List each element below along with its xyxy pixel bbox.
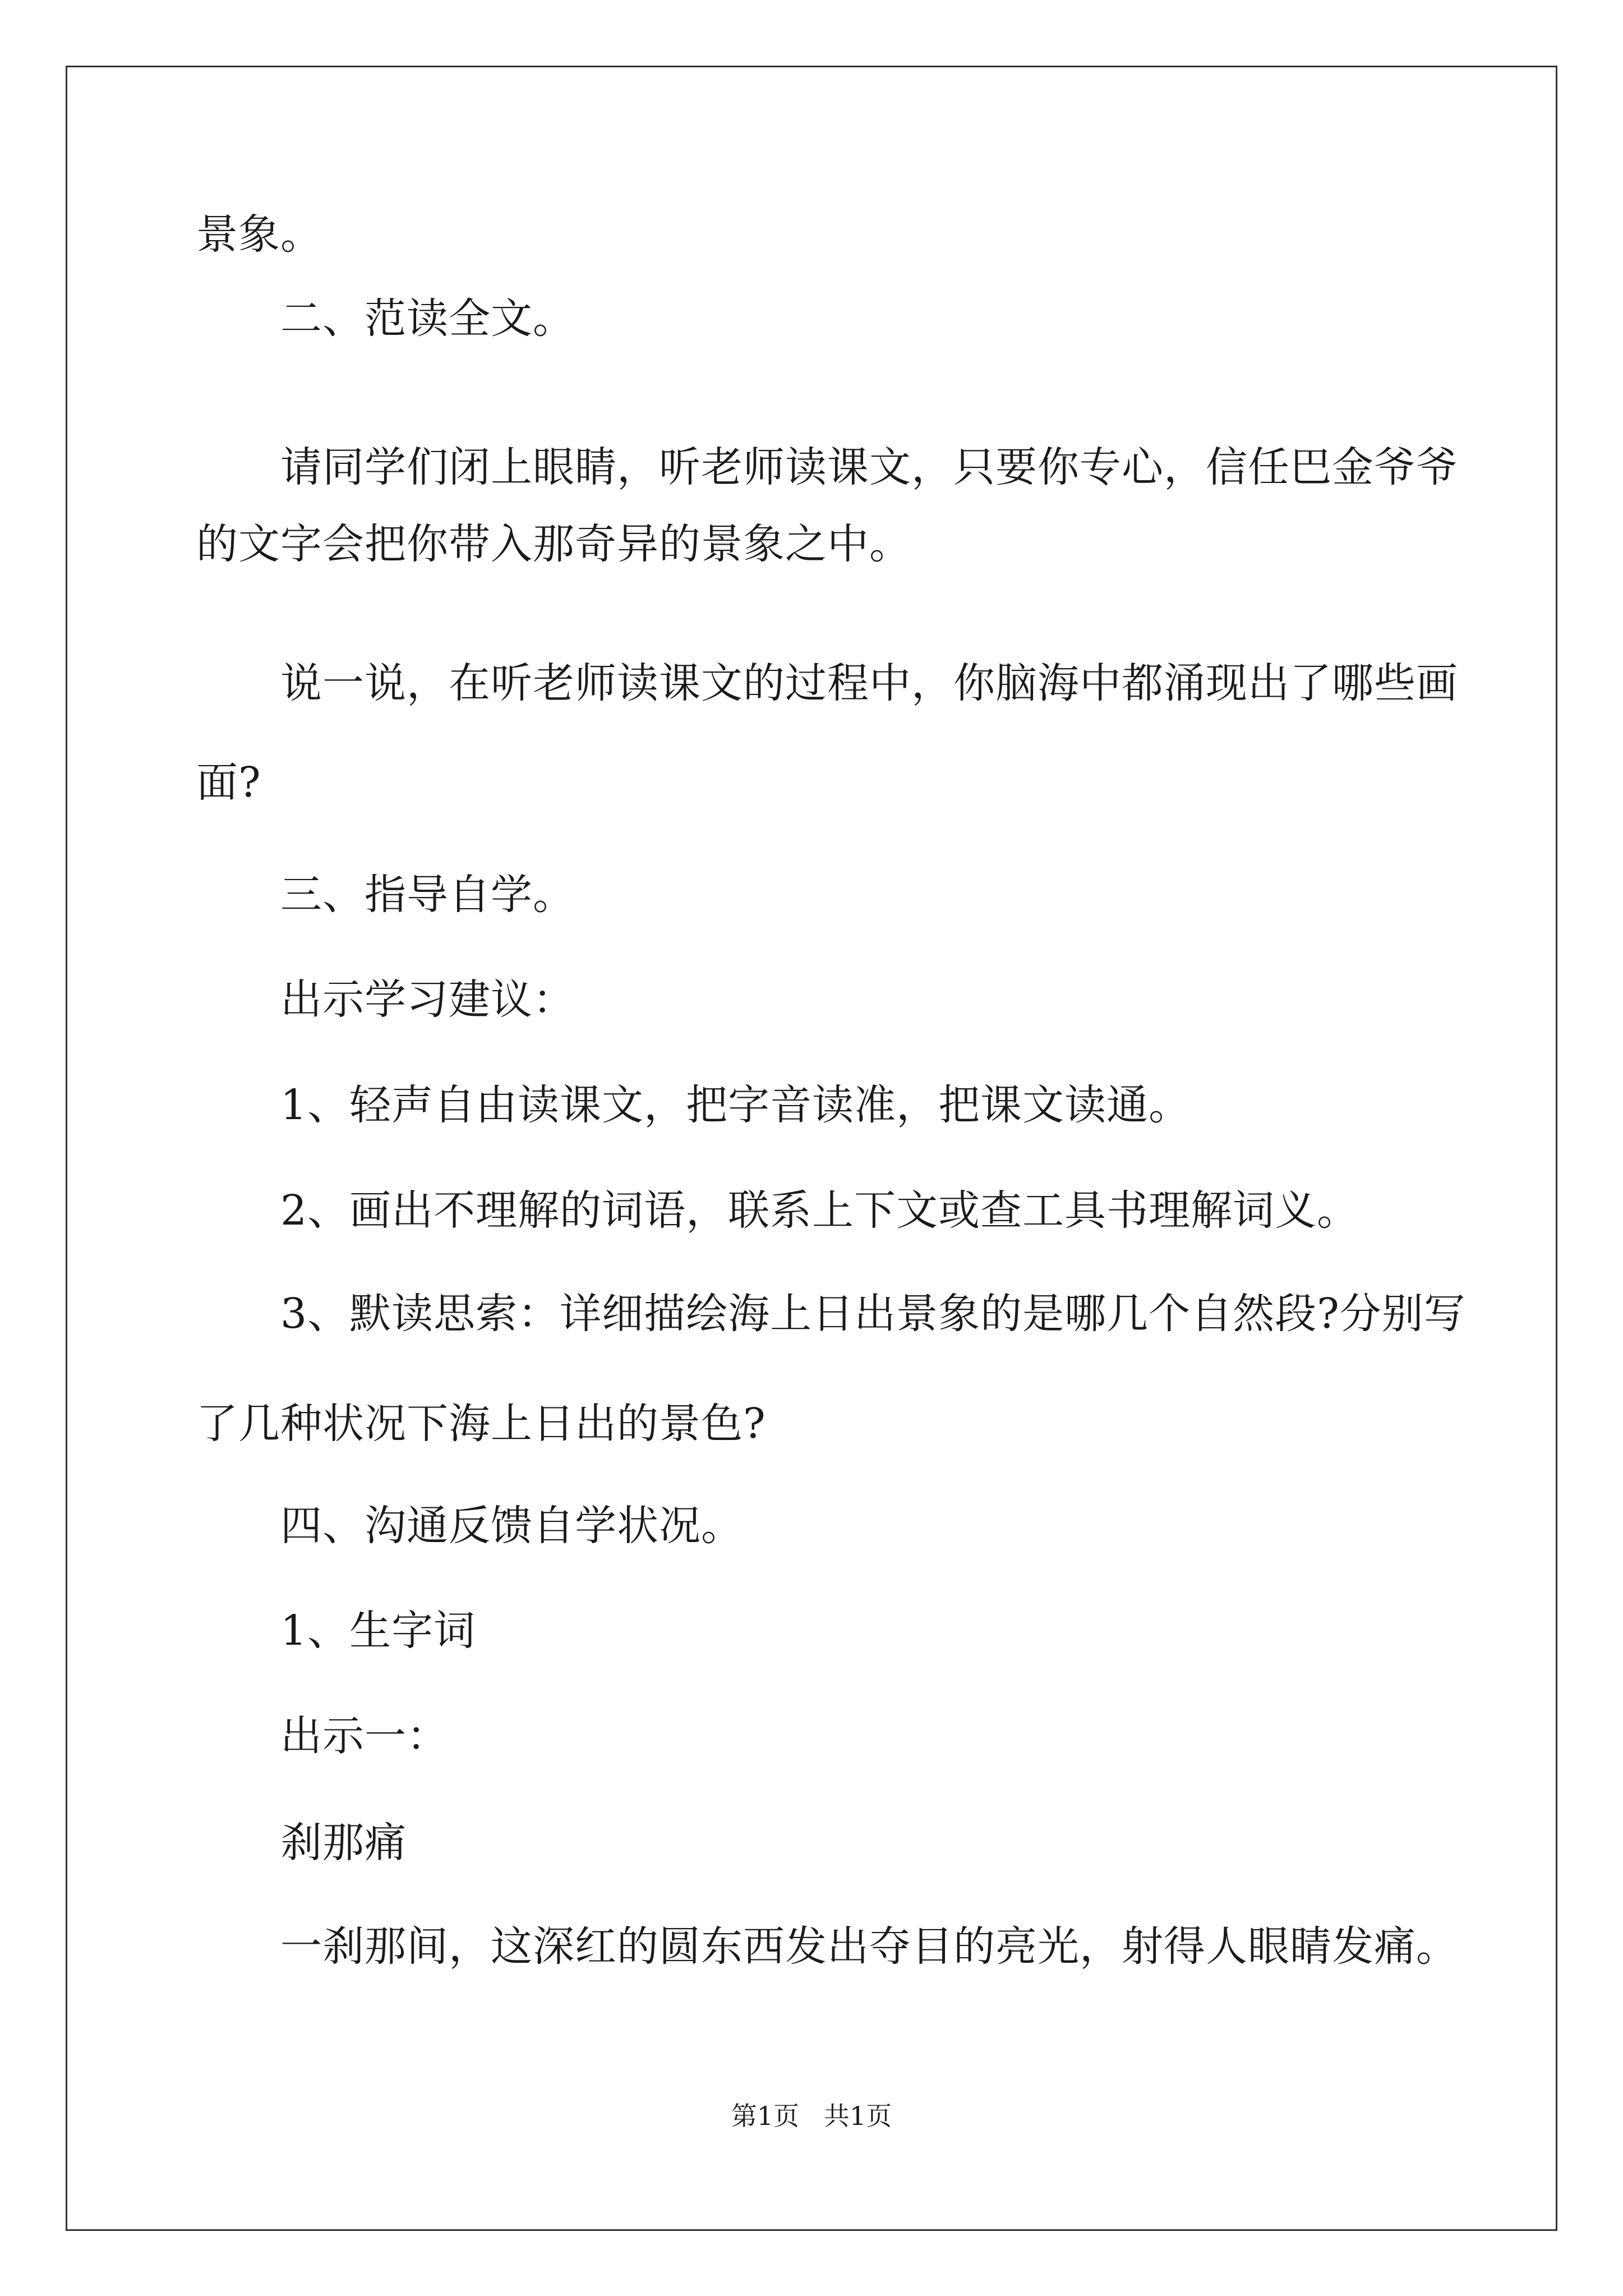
text-line: 了几种状况下海上日出的景色? bbox=[196, 1400, 766, 1448]
text-line: 说一说，在听老师读课文的过程中，你脑海中都涌现出了哪些画 bbox=[280, 659, 1458, 707]
list-item: 3、默读思索：详细描绘海上日出景象的是哪几个自然段?分别写 bbox=[280, 1290, 1466, 1338]
text-line: 出示学习建议： bbox=[280, 976, 575, 1024]
text-line: 刹那痛 bbox=[280, 1819, 407, 1867]
section-heading: 二、范读全文。 bbox=[280, 295, 575, 343]
page-number: 第1页 共1页 bbox=[731, 2101, 892, 2131]
text-line: 请同学们闭上眼睛，听老师读课文，只要你专心，信任巴金爷爷 bbox=[280, 443, 1458, 491]
text-line: 景象。 bbox=[196, 210, 322, 259]
list-item: 1、轻声自由读课文，把字音读准，把课文读通。 bbox=[280, 1081, 1191, 1129]
page-border bbox=[66, 66, 1557, 2231]
section-heading: 四、沟通反馈自学状况。 bbox=[280, 1502, 743, 1550]
list-item: 2、画出不理解的词语，联系上下文或查工具书理解词义。 bbox=[280, 1186, 1359, 1235]
section-heading: 三、指导自学。 bbox=[280, 871, 575, 919]
text-line: 的文字会把你带入那奇异的景象之中。 bbox=[196, 520, 911, 568]
list-item: 1、生字词 bbox=[280, 1607, 476, 1655]
text-line: 面? bbox=[196, 758, 261, 807]
text-line: 出示一： bbox=[280, 1712, 449, 1760]
text-line: 一刹那间，这深红的圆东西发出夺目的亮光，射得人眼睛发痛。 bbox=[280, 1922, 1458, 1971]
